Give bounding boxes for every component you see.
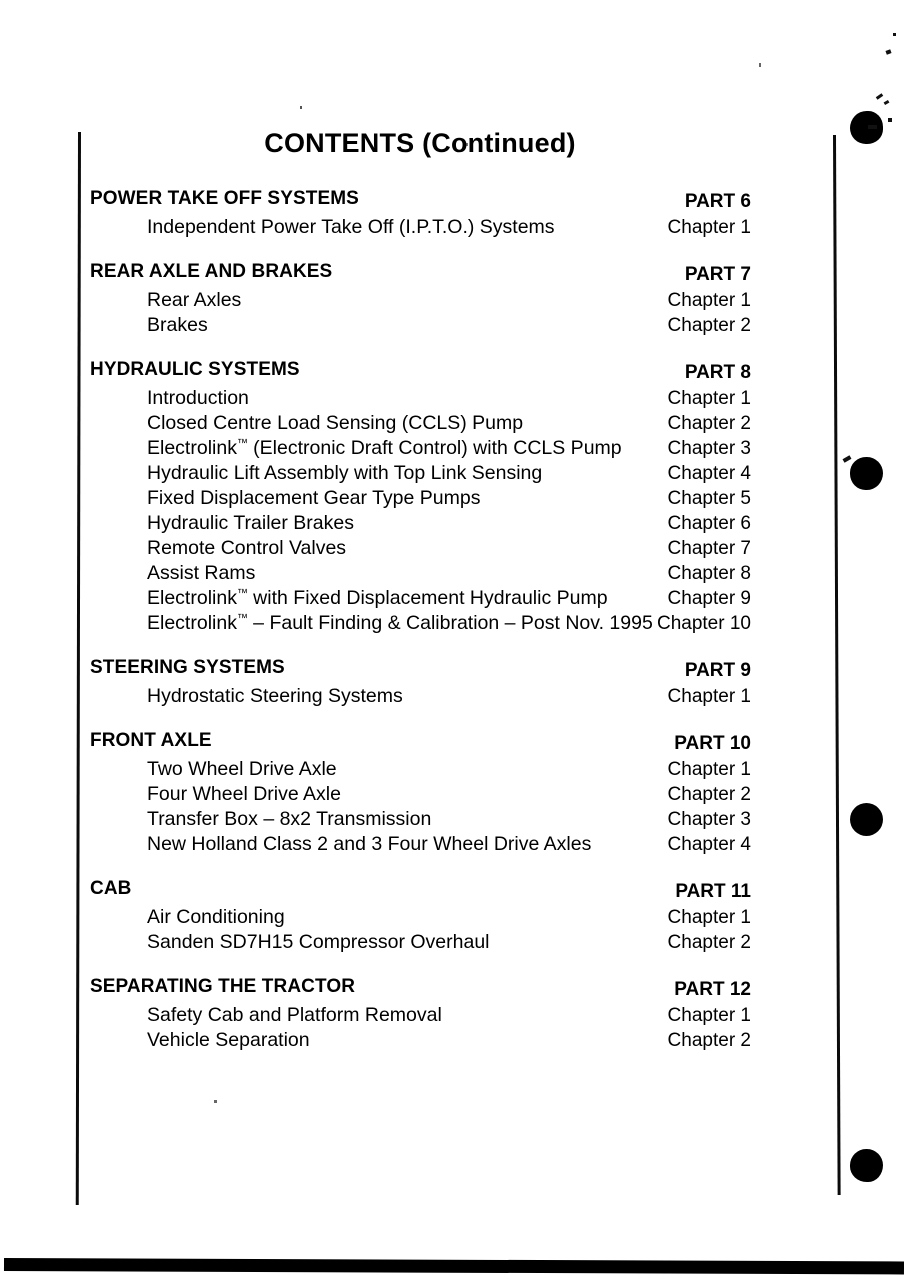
toc-entry-title: Air Conditioning [147,906,285,928]
toc-entry-chapter: Chapter 7 [667,538,751,559]
toc-entry-title: Electrolink™ (Electronic Draft Control) with CCLS Pump [147,437,622,459]
toc-entry-row[interactable] [90,562,751,587]
toc-entry-title: Vehicle Separation [147,1029,310,1051]
toc-entry-row[interactable] [90,537,751,562]
toc-section-heading-row[interactable] [90,657,751,685]
toc-entry-title: Remote Control Valves [147,537,347,559]
toc-entry-chapter: Chapter 2 [667,1030,751,1051]
toc-part-label: PART 8 [684,362,751,383]
toc-entry-chapter: Chapter 8 [667,563,751,584]
toc-section-title: HYDRAULIC SYSTEMS [90,359,300,380]
trademark-mark: ™ [236,587,248,600]
toc-entry-title: Introduction [147,387,249,409]
toc-entry-row[interactable] [90,1029,751,1054]
toc-section-title: FRONT AXLE [90,730,212,751]
toc-entry-row[interactable] [90,685,751,710]
toc-entry-row[interactable] [90,587,751,612]
toc-entry-title: Electrolink™ with Fixed Displacement Hydraulic Pump [147,587,608,609]
toc-entry-title: Rear Axles [147,289,242,311]
toc-entry-chapter: Chapter 3 [667,438,751,459]
toc-entry-chapter: Chapter 5 [667,488,751,509]
toc-entry-chapter: Chapter 1 [667,290,751,311]
toc-section [90,359,751,637]
toc-entry-row[interactable] [90,612,751,637]
toc-entry-row[interactable] [90,833,751,858]
toc-section-heading-row[interactable] [90,188,751,216]
toc-entry-title: Hydraulic Lift Assembly with Top Link Sensing [147,462,543,484]
left-margin-rule [76,132,81,1205]
toc-section [90,261,751,339]
scan-speck [300,106,302,109]
scan-speck [893,33,896,36]
toc-entry-chapter: Chapter 4 [667,463,751,484]
toc-entry-title: Brakes [147,314,208,336]
toc-section-heading-row[interactable] [90,730,751,758]
right-margin-rule [833,135,841,1195]
toc-entry-row[interactable] [90,931,751,956]
scan-speck [868,125,877,129]
toc-entry-chapter: Chapter 1 [667,686,751,707]
toc-part-label: PART 11 [675,881,751,902]
scan-speck [214,1100,217,1103]
scan-speck [884,100,890,105]
toc-entry-chapter: Chapter 1 [667,217,751,238]
toc-section-heading-row[interactable] [90,976,751,1004]
toc-entry-chapter: Chapter 2 [667,315,751,336]
toc-entry-chapter: Chapter 3 [667,809,751,830]
toc-entry-row[interactable] [90,487,751,512]
toc-entry-row[interactable] [90,758,751,783]
toc-entry-title: Sanden SD7H15 Compressor Overhaul [147,931,490,953]
toc-entry-row[interactable] [90,1004,751,1029]
scan-speck [885,49,891,54]
toc-entry-chapter: Chapter 6 [667,513,751,534]
toc-entry-title: Hydrostatic Steering Systems [147,685,403,707]
toc-entry-chapter: Chapter 9 [667,588,751,609]
toc-entry-title: Electrolink™ – Fault Finding & Calibration – Post Nov. 1995 [147,612,653,634]
trademark-mark: ™ [236,437,248,450]
scan-speck [876,93,883,99]
toc-entry-chapter: Chapter 1 [667,907,751,928]
toc-entry-chapter: Chapter 1 [667,759,751,780]
toc-entry-title: Independent Power Take Off (I.P.T.O.) Systems [147,216,555,238]
toc-entry-chapter: Chapter 1 [667,388,751,409]
toc-section-title: CAB [90,878,132,899]
toc-entry-row[interactable] [90,783,751,808]
toc-entry-chapter: Chapter 10 [656,613,751,634]
toc-entry-chapter: Chapter 4 [667,834,751,855]
toc-section [90,976,751,1054]
toc-entry-row[interactable] [90,808,751,833]
toc-section-title: SEPARATING THE TRACTOR [90,976,356,997]
bottom-black-bar [4,1258,904,1274]
scan-speck [843,455,852,462]
toc-entry-chapter: Chapter 2 [667,932,751,953]
toc-section-title: POWER TAKE OFF SYSTEMS [90,188,359,209]
toc-entry-row[interactable] [90,437,751,462]
scan-speck [888,118,892,122]
toc-entry-title: Safety Cab and Platform Removal [147,1004,442,1026]
toc-entry-chapter: Chapter 2 [667,413,751,434]
page-title: CONTENTS (Continued) [264,128,576,158]
toc-part-label: PART 6 [684,191,751,212]
toc-entry-row[interactable] [90,512,751,537]
toc-entry-title: Closed Centre Load Sensing (CCLS) Pump [147,412,524,434]
binder-hole [850,1149,883,1182]
toc-section [90,730,751,858]
table-of-contents [90,188,751,1074]
toc-entry-title: Hydraulic Trailer Brakes [147,512,354,534]
toc-entry-title: Transfer Box – 8x2 Transmission [147,808,432,830]
toc-part-label: PART 7 [684,264,751,285]
toc-entry-row[interactable] [90,412,751,437]
toc-section-title: REAR AXLE AND BRAKES [90,261,333,282]
toc-entry-title: Four Wheel Drive Axle [147,783,341,805]
toc-part-label: PART 9 [684,660,751,681]
toc-entry-title: New Holland Class 2 and 3 Four Wheel Drive Axles [147,833,592,855]
toc-section-heading-row[interactable] [90,359,751,387]
toc-entry-chapter: Chapter 1 [667,1005,751,1026]
toc-entry-row[interactable] [90,216,751,241]
scan-speck [759,63,761,67]
toc-section [90,878,751,956]
trademark-mark: ™ [236,612,248,625]
toc-entry-title: Two Wheel Drive Axle [147,758,337,780]
toc-section [90,188,751,241]
toc-section-title: STEERING SYSTEMS [90,657,285,678]
toc-part-label: PART 12 [674,979,751,1000]
binder-hole [850,111,883,144]
toc-part-label: PART 10 [674,733,751,754]
binder-hole [850,457,883,490]
binder-hole [850,803,883,836]
toc-section-heading-row[interactable] [90,261,751,289]
toc-entry-row[interactable] [90,314,751,339]
toc-entry-title: Fixed Displacement Gear Type Pumps [147,487,481,509]
toc-section-heading-row[interactable] [90,878,751,906]
toc-section [90,657,751,710]
toc-entry-row[interactable] [90,906,751,931]
toc-entry-row[interactable] [90,387,751,412]
toc-entry-title: Assist Rams [147,562,256,584]
toc-entry-chapter: Chapter 2 [667,784,751,805]
toc-entry-row[interactable] [90,462,751,487]
toc-entry-row[interactable] [90,289,751,314]
